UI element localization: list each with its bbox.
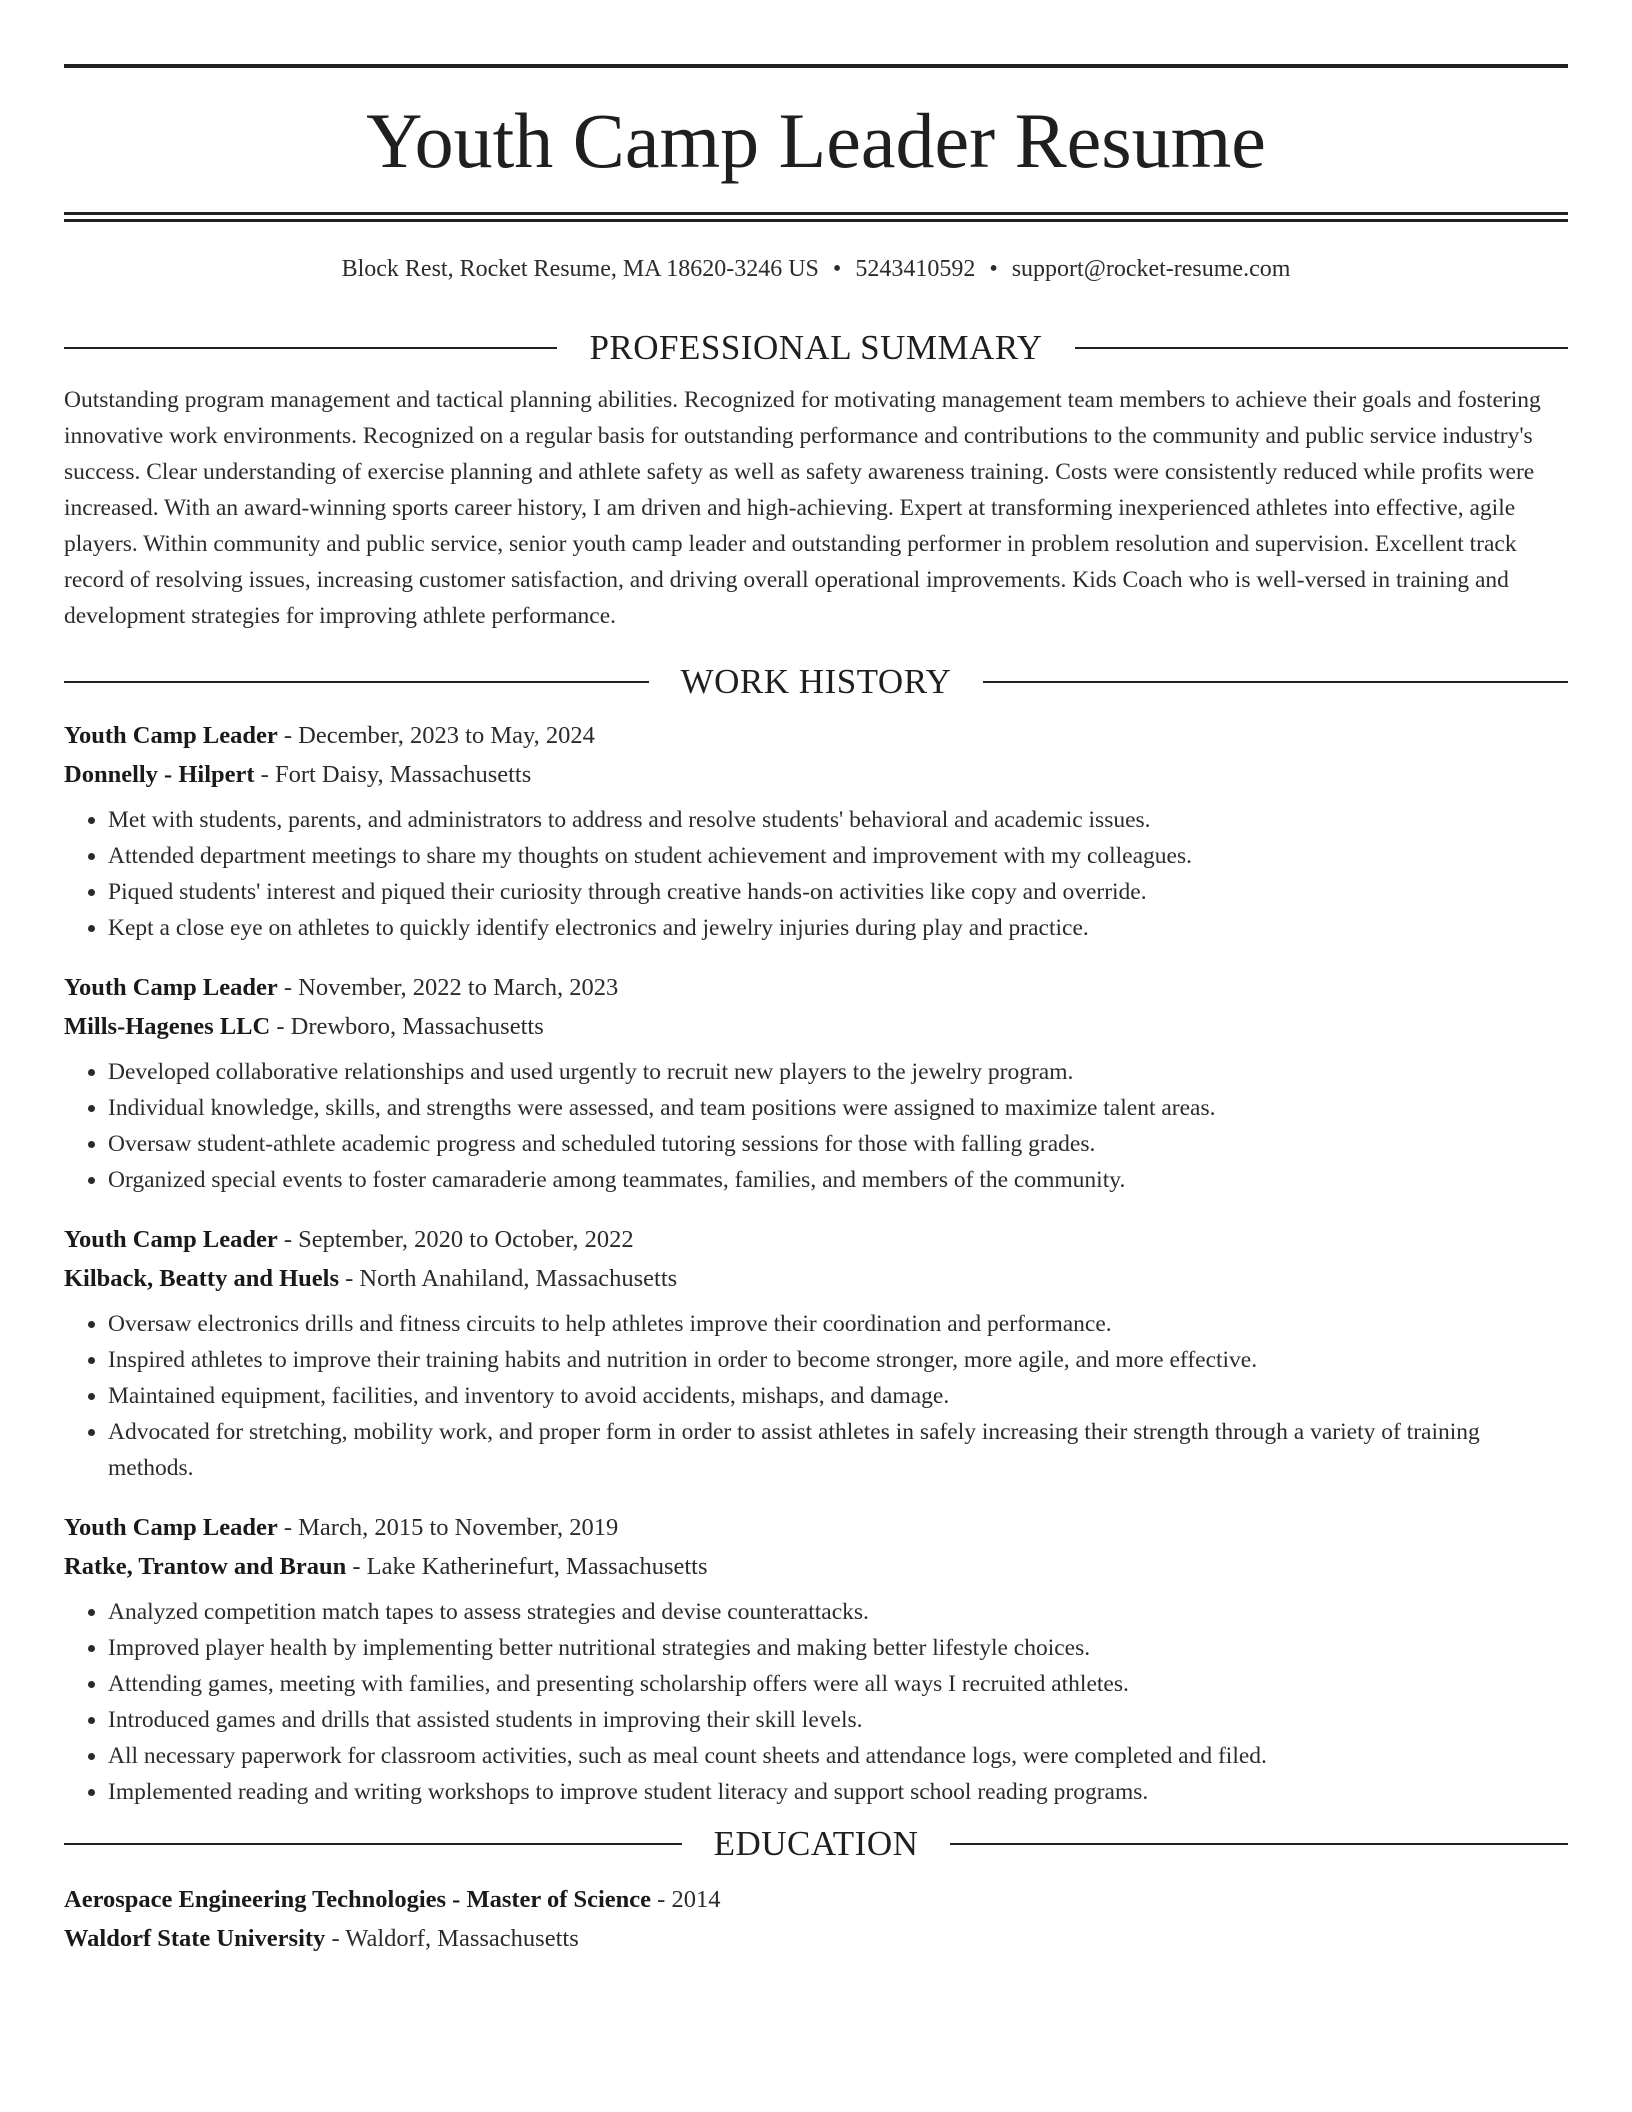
job-bullet: • Improved player health by implementing better nutritional strategies and making better lifestyle choices. xyxy=(108,1630,1568,1666)
job-bullet: • Inspired athletes to improve their training habits and nutrition in order to become stronger, more agile, and more effective. xyxy=(108,1342,1568,1378)
job-title: Youth Camp Leader xyxy=(64,1514,278,1541)
job-entry xyxy=(64,716,1568,946)
top-rule xyxy=(64,64,1568,68)
job-company-line xyxy=(64,1007,1568,1046)
job-title: Youth Camp Leader xyxy=(64,974,278,1001)
job-location: - Lake Katherinefurt, Massachusetts xyxy=(346,1553,708,1580)
job-company: Mills-Hagenes LLC xyxy=(64,1013,271,1040)
job-location: - Fort Daisy, Massachusetts xyxy=(254,761,532,788)
job-bullet: • Individual knowledge, skills, and strengths were assessed, and team positions were assigned to maximize talent areas. xyxy=(108,1090,1568,1126)
job-bullet: • Advocated for stretching, mobility work, and proper form in order to assist athletes in safely increasing their strength through a variety of training methods. xyxy=(108,1414,1568,1486)
job-bullet: • Attended department meetings to share my thoughts on student achievement and improvement with my colleagues. xyxy=(108,838,1568,874)
job-bullet: • Analyzed competition match tapes to assess strategies and devise counterattacks. xyxy=(108,1594,1568,1630)
contact-email: support@rocket-resume.com xyxy=(1011,256,1291,282)
contact-separator: • xyxy=(832,256,842,282)
job-entry xyxy=(64,1220,1568,1486)
heading-rule-right xyxy=(983,681,1568,683)
summary-text: Outstanding program management and tactical planning abilities. Recognized for motivating management team members to achieve their goals and fostering innovative work environments. Recognized on a regular basis for outstanding performance and contributions to the community and public service industry's success. Clear understanding of exercise planning and athlete safety as well as safety awareness training. Costs were consistently reduced while profits were increased. With an award-winning sports career history, I am driven and high-achieving. Expert at transforming inexperienced athletes into effective, agile players. Within community and public service, senior youth camp leader and outstanding performer in problem resolution and supervision. Excellent track record of resolving issues, increasing customer satisfaction, and driving overall operational improvements. Kids Coach who is well-versed in training and development strategies for improving athlete performance. xyxy=(64,387,1541,629)
job-title-line xyxy=(64,1508,1568,1547)
education-location: - Waldorf, Massachusetts xyxy=(325,1925,579,1952)
job-title: Youth Camp Leader xyxy=(64,1226,278,1253)
resume-title: Youth Camp Leader Resume xyxy=(366,97,1266,184)
heading-rule-right xyxy=(1075,347,1568,349)
section-heading-label: WORK HISTORY xyxy=(680,662,952,701)
job-title: Youth Camp Leader xyxy=(64,722,278,749)
job-bullet: • All necessary paperwork for classroom activities, such as meal count sheets and attendance logs, were completed and filed. xyxy=(108,1738,1568,1774)
contact-address: Block Rest, Rocket Resume, MA 18620-3246 US xyxy=(341,256,819,282)
job-bullet: • Maintained equipment, facilities, and inventory to avoid accidents, mishaps, and damage. xyxy=(108,1378,1568,1414)
job-location: - Drewboro, Massachusetts xyxy=(270,1013,544,1040)
job-bullet: • Piqued students' interest and piqued their curiosity through creative hands-on activities like copy and override. xyxy=(108,874,1568,910)
job-bullet: • Oversaw electronics drills and fitness circuits to help athletes improve their coordination and performance. xyxy=(108,1306,1568,1342)
job-company: Donnelly - Hilpert xyxy=(64,761,255,788)
section-heading-summary xyxy=(64,328,1568,368)
job-bullet: • Met with students, parents, and administrators to address and resolve students' behavioral and academic issues. xyxy=(108,802,1568,838)
job-company: Ratke, Trantow and Braun xyxy=(64,1553,347,1580)
contact-separator: • xyxy=(989,256,998,282)
heading-rule-right xyxy=(950,1843,1568,1845)
job-bullet: • Kept a close eye on athletes to quickly identify electronics and jewelry injuries during play and practice. xyxy=(108,910,1568,946)
job-title-line xyxy=(64,1220,1568,1259)
contact-line xyxy=(64,254,1568,284)
job-location: - North Anahiland, Massachusetts xyxy=(338,1265,678,1292)
job-company: Kilback, Beatty and Huels xyxy=(64,1265,339,1292)
job-bullet-list xyxy=(64,1594,1568,1810)
job-bullet: • Implemented reading and writing workshops to improve student literacy and support school reading programs. xyxy=(108,1774,1568,1810)
job-bullet: • Developed collaborative relationships and used urgently to recruit new players to the jewelry program. xyxy=(108,1054,1568,1090)
heading-rule-left xyxy=(64,1843,682,1845)
job-bullet: • Oversaw student-athlete academic progress and scheduled tutoring sessions for those with falling grades. xyxy=(108,1126,1568,1162)
section-heading-label: PROFESSIONAL SUMMARY xyxy=(589,328,1043,367)
education-school-line xyxy=(64,1919,1568,1958)
resume-page xyxy=(64,64,1568,1958)
job-dates: - November, 2022 to March, 2023 xyxy=(277,974,619,1001)
job-bullet-list xyxy=(64,1306,1568,1486)
heading-rule-left xyxy=(64,347,557,349)
job-company-line xyxy=(64,1259,1568,1298)
title-double-rule xyxy=(64,212,1568,222)
job-title-line xyxy=(64,968,1568,1007)
contact-phone: 5243410592 xyxy=(855,256,976,282)
section-heading-label: EDUCATION xyxy=(713,1824,919,1863)
job-company-line xyxy=(64,755,1568,794)
education-year: - 2014 xyxy=(651,1886,721,1913)
heading-rule-left xyxy=(64,681,649,683)
job-bullet-list xyxy=(64,1054,1568,1198)
job-bullet: • Organized special events to foster camaraderie among teammates, families, and members of the community. xyxy=(108,1162,1568,1198)
education-entry xyxy=(64,1880,1568,1958)
education-school: Waldorf State University xyxy=(64,1925,326,1952)
job-dates: - December, 2023 to May, 2024 xyxy=(277,722,595,749)
job-dates: - September, 2020 to October, 2022 xyxy=(277,1226,634,1253)
job-bullet-list xyxy=(64,802,1568,946)
job-bullet: • Introduced games and drills that assisted students in improving their skill levels. xyxy=(108,1702,1568,1738)
job-dates: - March, 2015 to November, 2019 xyxy=(277,1514,619,1541)
job-entry xyxy=(64,1508,1568,1810)
job-bullet: • Attending games, meeting with families, and presenting scholarship offers were all ways I recruited athletes. xyxy=(108,1666,1568,1702)
section-heading-education xyxy=(64,1824,1568,1864)
job-title-line xyxy=(64,716,1568,755)
education-degree: Aerospace Engineering Technologies - Master of Science xyxy=(64,1886,652,1913)
job-company-line xyxy=(64,1547,1568,1586)
job-entry xyxy=(64,968,1568,1198)
section-heading-work-history xyxy=(64,662,1568,702)
education-degree-line xyxy=(64,1880,1568,1919)
